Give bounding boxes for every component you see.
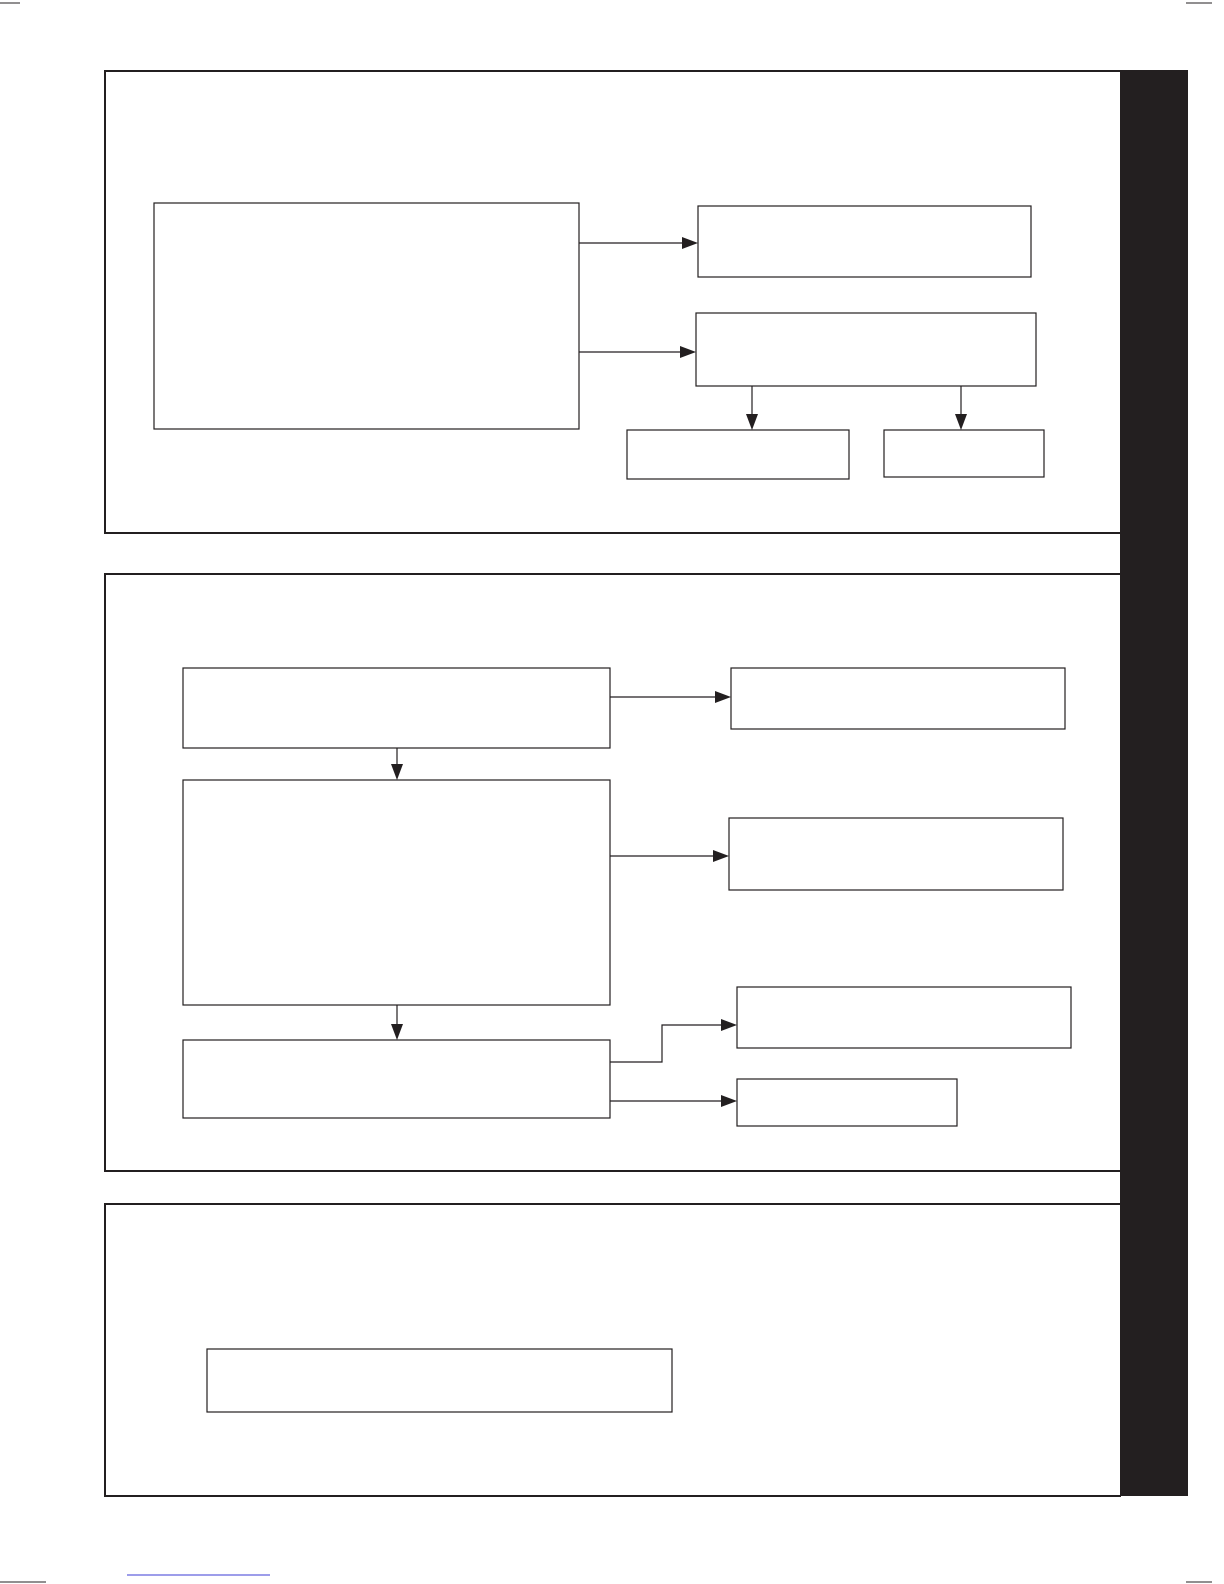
panel-1-outcome-box-left [627,430,849,479]
panel-1-arrowhead-result-a [682,237,698,249]
panel-1-arrowhead-result-b [680,346,696,358]
panel-2-arrowhead-result-a [715,691,731,703]
panel-1-result-box-a [698,206,1031,277]
panel-2-arrow-to-result-c [610,1025,722,1062]
side-tab [1120,70,1188,1496]
panel-2-result-box-b [729,818,1063,890]
panel-2-arrowhead-result-c [721,1019,737,1031]
panel-2-result-box-c [737,987,1071,1048]
panel-2-arrowhead-result-b [713,850,729,862]
panel-2-third-step-box [183,1040,610,1118]
panel-1-result-box-b [696,313,1036,386]
panel-2-result-box-d [737,1079,957,1126]
panel-2-arrowhead-result-d [721,1095,737,1107]
flowchart-panel-1 [105,71,1121,533]
panel-2-result-box-a [731,668,1065,729]
flowchart-panel-3 [105,1204,1121,1496]
panel-2-arrowhead-third-step [391,1024,403,1040]
panel-2-first-step-box [183,668,610,748]
panel-3-step-box [207,1349,672,1412]
flowchart-panel-2 [105,574,1121,1171]
panel-2-arrowhead-second-step [391,764,403,780]
panel-1-main-step-box [154,203,579,429]
panel-1-arrowhead-outcome-right [955,414,967,430]
panel-1-outcome-box-right [884,430,1044,477]
panel-1-arrowhead-outcome-left [746,414,758,430]
panel-2-second-step-box [183,780,610,1005]
